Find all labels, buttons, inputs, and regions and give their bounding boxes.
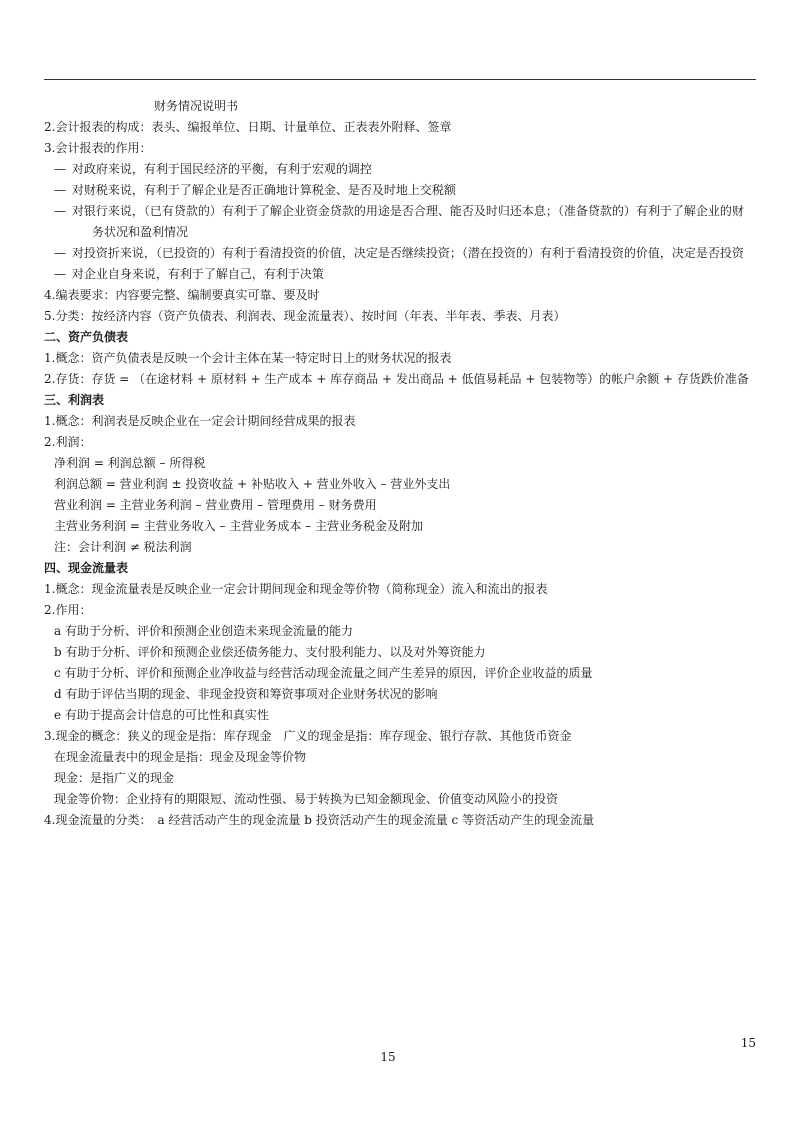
bullet-text: 对企业自身来说，有利于了解自己，有利于决策	[71, 267, 324, 281]
header-rule	[44, 79, 756, 80]
bullet-item	[44, 159, 758, 180]
text-line: 在现金流量表中的现金是指：现金及现金等价物	[54, 750, 307, 764]
bullet-item	[44, 243, 758, 264]
formula-line: 利润总额 = 营业利润 ± 投资收益 + 补贴收入 + 营业外收入 – 营业外支出	[54, 477, 451, 491]
list-item: c 有助于分析、评价和预测企业净收益与经营活动现金流量之间产生差异的原因，评价企业收益的质量	[54, 666, 593, 680]
text-line: 现金等价物：企业持有的期限短、流动性强、易于转换为已知金额现金、价值变动风险小的投资	[54, 792, 559, 806]
dash-marker: —	[54, 162, 66, 176]
section-heading: 二、资产负债表	[44, 330, 129, 344]
text-line: 1.概念：利润表是反映企业在一定会计期间经营成果的报表	[44, 414, 356, 428]
text-line: 现金：是指广义的现金	[54, 771, 175, 785]
list-item: d 有助于评估当期的现金、非现金投资和筹资事项对企业财务状况的影响	[54, 687, 438, 701]
text-line: 5.分类：按经济内容（资产负债表、利润表、现金流量表）、按时间（年表、半年表、季表、月表）	[44, 309, 566, 323]
list-item: e 有助于提高会计信息的可比性和真实性	[54, 708, 269, 722]
section-heading: 三、利润表	[44, 393, 105, 407]
bullet-text: 对政府来说，有利于国民经济的平衡，有利于宏观的调控	[71, 162, 372, 176]
list-item: b 有助于分析、评价和预测企业偿还债务能力、支付股利能力、以及对外筹资能力	[54, 645, 486, 659]
text-line: 2.存货：存货 = （在途材料 + 原材料 + 生产成本 + 库存商品 + 发出商品 + 低值易耗品 + 包装物等）的帐户余额 + 存货跌价准备	[44, 372, 749, 386]
text-line: 4.现金流量的分类： a 经营活动产生的现金流量 b 投资活动产生的现金流量 c 等资活动产生的现金流量	[44, 813, 595, 827]
bullet-item	[44, 180, 758, 201]
page-number-right: 15	[740, 1036, 756, 1050]
text-line: 2.作用：	[44, 603, 92, 617]
page-number-center: 15	[380, 1050, 396, 1064]
text-line: 2.利润：	[44, 435, 92, 449]
dash-marker: —	[54, 246, 66, 260]
text-line: 1.概念：资产负债表是反映一个会计主体在某一特定时日上的财务状况的报表	[44, 351, 452, 365]
document-body	[44, 96, 758, 831]
formula-line: 营业利润 = 主营业务利润 – 营业费用 – 管理费用 – 财务费用	[54, 498, 377, 512]
bullet-item	[44, 264, 758, 285]
bullet-continuation: 务状况和盈利情况	[92, 225, 189, 239]
formula-line: 主营业务利润 = 主营业务收入 – 主营业务成本 – 主营业务税金及附加	[54, 519, 423, 533]
text-line: 2.会计报表的构成：表头、编报单位、日期、计量单位、正表表外附释、签章	[44, 120, 452, 134]
text-line: 4.编表要求：内容要完整、编制要真实可靠、要及时	[44, 288, 320, 302]
text-line: 3.会计报表的作用：	[44, 141, 152, 155]
formula-line: 净利润 = 利润总额 – 所得税	[54, 456, 206, 470]
text-line: 1.概念：现金流量表是反映企业一定会计期间现金和现金等价物（简称现金）流入和流出的报表	[44, 582, 548, 596]
dash-marker: —	[54, 183, 66, 197]
dash-marker: —	[54, 204, 66, 218]
note-line: 注：会计利润 ≠ 税法利润	[54, 540, 192, 554]
section-heading: 四、现金流量表	[44, 561, 129, 575]
text-line: 3.现金的概念：狭义的现金是指：库存现金 广义的现金是指：库存现金、银行存款、其他货币资金	[44, 729, 572, 743]
bullet-text: 对投资折来说，（已投资的）有利于看清投资的价值，决定是否继续投资；（潜在投资的）有利于看清投资的价值，决定是否投资	[71, 246, 744, 260]
list-item: a 有助于分析、评价和预测企业创造未来现金流量的能力	[54, 624, 353, 638]
bullet-text: 对财税来说，有利于了解企业是否正确地计算税金、是否及时地上交税额	[71, 183, 456, 197]
bullet-item	[44, 201, 758, 222]
text-line: 财务情况说明书	[154, 99, 239, 113]
dash-marker: —	[54, 267, 66, 281]
bullet-text: 对银行来说，（已有贷款的）有利于了解企业资金贷款的用途是否合理、能否及时归还本息；（准备贷款的）有利于了解企业的财	[71, 204, 744, 218]
